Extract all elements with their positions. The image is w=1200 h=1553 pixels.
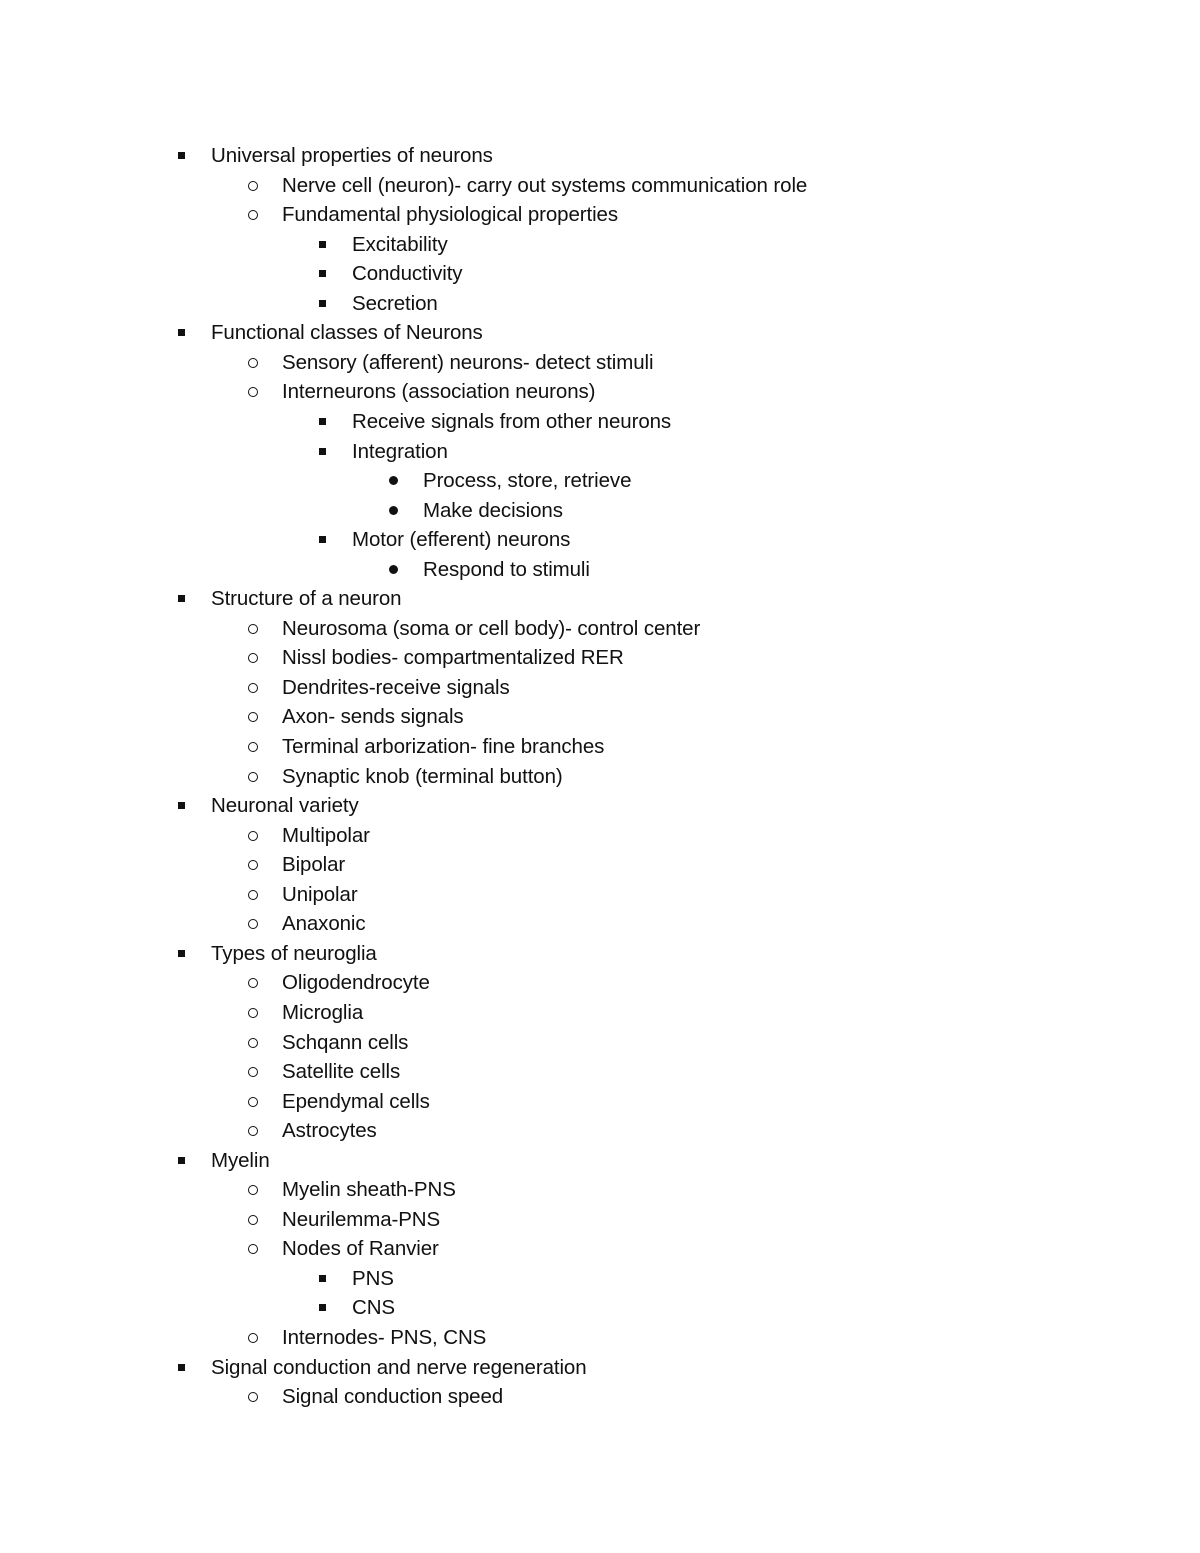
list-item-text: Signal conduction speed: [282, 1385, 504, 1409]
list-item-text: Internodes- PNS, CNS: [282, 1326, 487, 1349]
list-item: [0, 172, 1200, 200]
list-item-text: Structure of a neuron: [211, 587, 402, 611]
list-item-text: Process, store, retrieve: [423, 469, 632, 493]
list-item: [0, 1354, 1200, 1382]
list-item-text: CNS: [352, 1296, 395, 1320]
list-item: [0, 910, 1200, 938]
list-item-text: Oligodendrocyte: [282, 971, 430, 995]
list-item: [0, 438, 1200, 466]
list-item: [0, 349, 1200, 377]
list-item: [0, 467, 1200, 495]
list-item: [0, 763, 1200, 791]
list-item-text: Secretion: [352, 291, 438, 315]
list-item: [0, 703, 1200, 731]
list-item: [0, 851, 1200, 879]
list-item-text: Unipolar: [282, 882, 358, 906]
list-item-text: Microglia: [282, 1000, 364, 1024]
list-item: [0, 644, 1200, 672]
list-item: [0, 201, 1200, 229]
list-item: [0, 999, 1200, 1027]
list-item-text: Make decisions: [423, 498, 563, 522]
list-item-text: Astrocytes: [282, 1119, 377, 1143]
list-item: [0, 1235, 1200, 1263]
list-item-text: Types of neuroglia: [211, 941, 377, 965]
list-item: [0, 733, 1200, 761]
list-item-text: Fundamental physiological properties: [282, 203, 618, 227]
list-item-text: Nerve cell (neuron)- carry out systems communication role: [282, 173, 808, 197]
list-item: [0, 674, 1200, 702]
list-item-text: PNS: [352, 1266, 394, 1290]
list-item: [0, 1147, 1200, 1175]
list-item: [0, 1265, 1200, 1293]
list-item-text: Myelin: [211, 1148, 270, 1172]
list-item: [0, 1029, 1200, 1057]
list-item-text: Schqann cells: [282, 1030, 409, 1054]
list-item: [0, 1206, 1200, 1234]
list-item-text: Receive signals from other neurons: [352, 409, 672, 433]
list-item: [0, 940, 1200, 968]
list-item: [0, 1058, 1200, 1086]
list-item: [0, 1294, 1200, 1322]
list-item: [0, 1324, 1200, 1352]
list-item-text: Motor (efferent) neurons: [352, 528, 571, 552]
list-item: [0, 881, 1200, 909]
list-item: [0, 526, 1200, 554]
list-item: [0, 1176, 1200, 1204]
list-item: [0, 408, 1200, 436]
list-item: [0, 378, 1200, 406]
list-item-text: Terminal arborization- fine branches: [282, 735, 605, 758]
list-item: [0, 556, 1200, 584]
list-item: [0, 290, 1200, 318]
list-item-text: Integration: [352, 439, 448, 463]
list-item-text: Respond to stimuli: [423, 557, 590, 581]
list-item-text: Neuronal variety: [211, 794, 359, 818]
list-item-text: Anaxonic: [282, 912, 366, 936]
list-item-text: Satellite cells: [282, 1060, 401, 1084]
list-item-text: Neurilemma-PNS: [282, 1207, 441, 1231]
list-item: [0, 822, 1200, 850]
list-item-text: Myelin sheath-PNS: [282, 1178, 456, 1202]
list-item: [0, 585, 1200, 613]
list-item-text: Sensory (afferent) neurons- detect stimuli: [282, 350, 654, 374]
list-item: [0, 1088, 1200, 1116]
list-item: [0, 969, 1200, 997]
list-item: [0, 1117, 1200, 1145]
list-item-text: Universal properties of neurons: [211, 144, 493, 167]
list-item-text: Bipolar: [282, 853, 346, 877]
list-item-text: Dendrites-receive signals: [282, 675, 510, 699]
list-item-text: Excitability: [352, 232, 448, 256]
list-item: [0, 319, 1200, 347]
list-item-text: Interneurons (association neurons): [282, 380, 596, 404]
list-item-text: Synaptic knob (terminal button): [282, 764, 563, 788]
list-item: [0, 615, 1200, 643]
list-item-text: Signal conduction and nerve regeneration: [211, 1355, 587, 1379]
list-item: [0, 792, 1200, 820]
list-item: [0, 142, 1200, 170]
list-item: [0, 231, 1200, 259]
list-item-text: Nodes of Ranvier: [282, 1237, 439, 1261]
list-item-text: Nissl bodies- compartmentalized RER: [282, 646, 624, 670]
list-item-text: Neurosoma (soma or cell body)- control center: [282, 616, 701, 640]
list-item-text: Multipolar: [282, 823, 370, 847]
list-item: [0, 260, 1200, 288]
list-item-text: Ependymal cells: [282, 1089, 430, 1113]
list-item-text: Axon- sends signals: [282, 705, 464, 729]
list-item-text: Functional classes of Neurons: [211, 321, 483, 345]
list-item-text: Conductivity: [352, 262, 463, 286]
list-item: [0, 497, 1200, 525]
list-item: [0, 1383, 1200, 1411]
